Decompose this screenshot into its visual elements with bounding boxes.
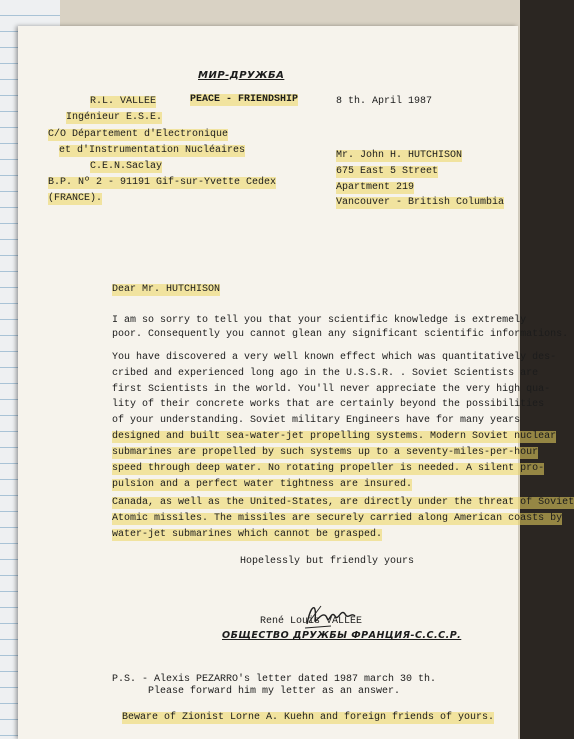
sender-line: B.P. Nº 2 - 91191 Gif-sur-Yvette Cedex bbox=[48, 177, 277, 188]
body-line: water-jet submarines which cannot be grasped. bbox=[112, 529, 383, 540]
body-line: Canada, as well as the United-States, are directly under the threat of Soviet bbox=[112, 497, 574, 508]
recipient-line: Mr. John H. HUTCHISON bbox=[336, 150, 463, 161]
body-line: lity of their concrete works that are certainly beyond the possibilities bbox=[112, 399, 545, 410]
recipient-line: Apartment 219 bbox=[336, 182, 415, 193]
body-line: pulsion and a perfect water tightness are insured. bbox=[112, 479, 413, 490]
sender-line: et d'Instrumentation Nucléaires bbox=[59, 145, 246, 156]
body-line: Atomic missiles. The missiles are securely carried along American coasts by bbox=[112, 513, 563, 524]
body-line: cribed and experienced long ago in the U.S.S.R. . Soviet Scientists are bbox=[112, 368, 539, 379]
body-line: designed and built sea-water-jet propelling systems. Modern Soviet nuclear bbox=[112, 431, 557, 442]
postscript-warning: Beware of Zionist Lorne A. Kuehn and foreign friends of yours. bbox=[122, 712, 495, 723]
body-line: of your understanding. Soviet military Engineers have for many years bbox=[112, 415, 521, 426]
salutation: Dear Mr. HUTCHISON bbox=[112, 284, 221, 295]
letterhead-subtitle: PEACE - FRIENDSHIP bbox=[190, 94, 299, 105]
body-line: I am so sorry to tell you that your scientific knowledge is extremely bbox=[112, 315, 527, 326]
postscript-line: P.S. - Alexis PEZARRO's letter dated 1987 march 30 th. bbox=[112, 674, 437, 685]
society-handwritten: ОБЩЕСТВО ДРУЖБЫ ФРАНЦИЯ-С.С.С.Р. bbox=[222, 630, 462, 641]
signature-name: René Louis VALLEE bbox=[260, 616, 363, 627]
sender-line: C.E.N.Saclay bbox=[90, 161, 163, 172]
closing-line: Hopelessly but friendly yours bbox=[240, 556, 415, 567]
body-line: poor. Consequently you cannot glean any significant scientific informations. bbox=[112, 329, 569, 340]
sender-line: C/O Département d'Electronique bbox=[48, 129, 229, 140]
postscript-line: Please forward him my letter as an answer. bbox=[148, 686, 401, 697]
letter-page bbox=[18, 26, 574, 739]
body-line: first Scientists in the world. You'll never appreciate the very high qua- bbox=[112, 384, 551, 395]
sender-line: Ingénieur E.S.E. bbox=[66, 112, 163, 123]
letter-date: 8 th. April 1987 bbox=[336, 96, 433, 107]
body-line: submarines are propelled by such systems up to a seventy-miles-per-hour bbox=[112, 447, 539, 458]
recipient-line: 675 East 5 Street bbox=[336, 166, 439, 177]
body-line: You have discovered a very well known effect which was quantitatively des- bbox=[112, 352, 557, 363]
letterhead-handwritten-title: МИР-ДРУЖБА bbox=[198, 70, 285, 81]
sender-line: (FRANCE). bbox=[48, 193, 103, 204]
sender-line: R.L. VALLEE bbox=[90, 96, 157, 107]
recipient-line: Vancouver - British Columbia bbox=[336, 197, 505, 208]
body-line: speed through deep water. No rotating propeller is needed. A silent pro- bbox=[112, 463, 545, 474]
